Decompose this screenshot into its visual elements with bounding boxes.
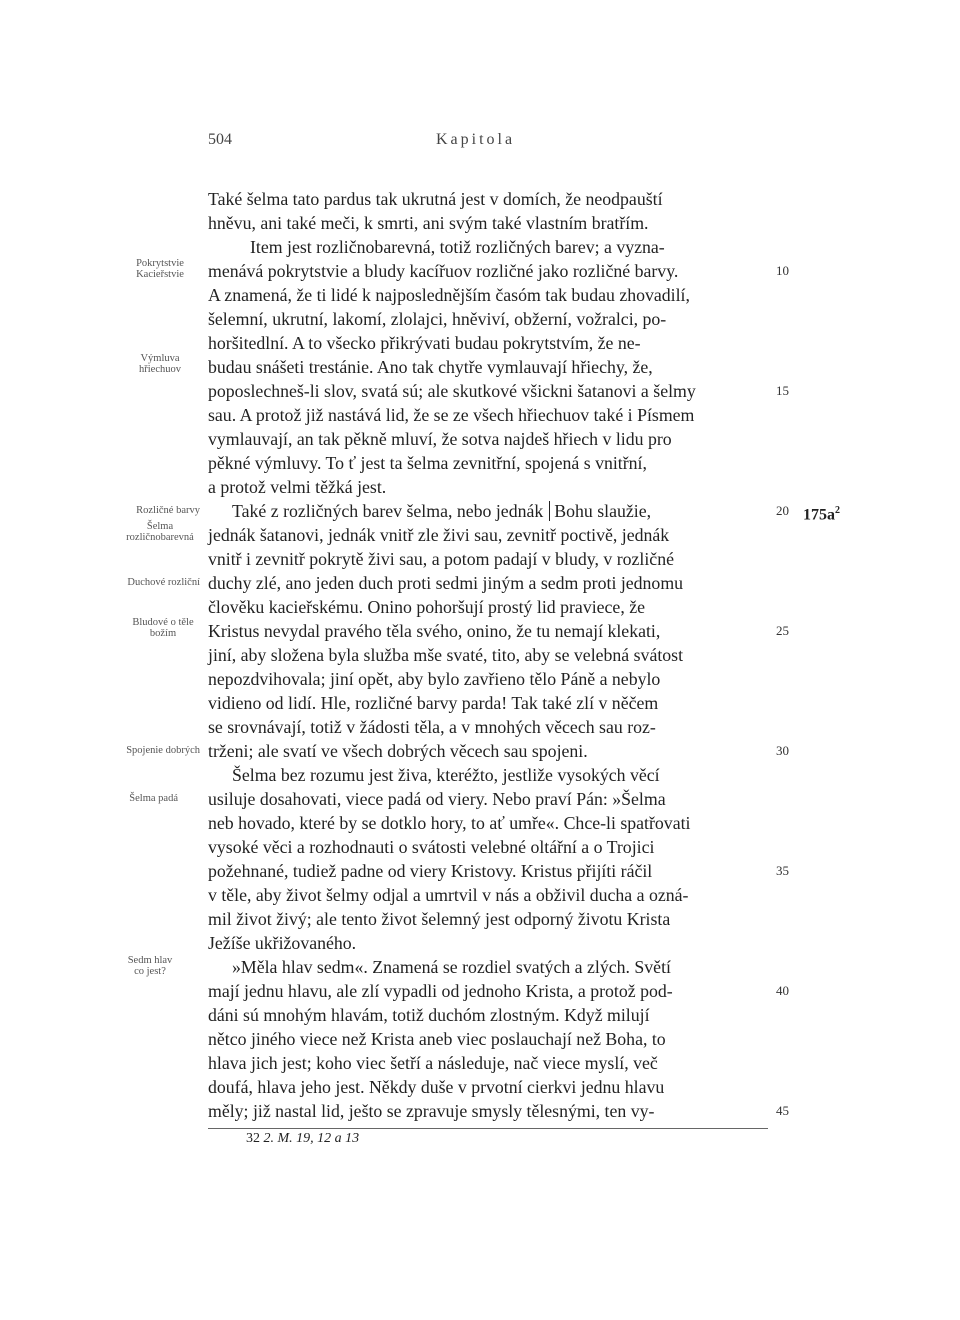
text-line: požehnané, tudiež padne od viery Kristovy. Kristus přijíti ráčil xyxy=(208,861,653,881)
footnote xyxy=(246,1130,359,1148)
text-line: vymlauvají, an tak pěkně mluví, že sotva najdeš hřiech v lidu pro xyxy=(208,429,672,449)
text-line: jiní, aby složena byla služba mše svaté, tito, aby se velebná svátost xyxy=(208,645,684,665)
line-number: 20 xyxy=(776,503,789,518)
text-line: nepozdvihovala; jiní opět, aby bylo zavřieno tělo Páně a nebylo xyxy=(208,669,661,689)
text-line: horšitedlní. A to všecko přikrývati budau pokrytstvím, že ne- xyxy=(208,333,641,353)
margin-note: Spojenie dobrých xyxy=(126,745,200,756)
page-number: 504 xyxy=(208,131,232,148)
text-line: sau. A protož již nastává lid, že se ze všech hřiechuov také i Písmem xyxy=(208,405,695,425)
text-line: měly; již nastal lid, ješto se zpravuje smysly tělesnými, ten vy- xyxy=(208,1101,655,1121)
margin-note: Výmluva hřiechuov xyxy=(139,353,181,375)
text-line: neb hovado, které by se dotklo hory, to ať umře«. Chce-li spatřovati xyxy=(208,813,691,833)
margin-note: Pokrytstvie Kacieřstvie xyxy=(136,258,184,280)
margin-note: Rozličné barvy xyxy=(136,505,200,516)
line-number: 25 xyxy=(776,623,789,638)
text-line: duchy zlé, ano jeden duch proti sedmi jiným a sedm proti jednomu xyxy=(208,573,684,593)
text-line: Také šelma tato pardus tak ukrutná jest v domích, že neodpauští xyxy=(208,189,663,209)
folio-marker xyxy=(803,501,840,525)
text-line: vysoké věci a rozhodnauti o svátosti velebné oltářní a o Trojici xyxy=(208,837,655,857)
text-line: a protož velmi těžká jest. xyxy=(208,477,387,497)
footnote-reference: 2. M. 19, 12 a 13 xyxy=(263,1131,360,1146)
text-line: doufá, hlava jeho jest. Někdy duše v prvotní cierkvi jednu hlavu xyxy=(208,1077,665,1097)
running-title: Kapitola xyxy=(436,131,516,148)
text-line: Šelma bez rozumu jest živa, kteréžto, jestliže vysokých věcí xyxy=(232,765,660,785)
text-line: hlava jich jest; koho viec šetří a následuje, nač viece myslí, več xyxy=(208,1053,658,1073)
text-line: vnitř i zevnitř pokrytě živi sau, a potom padají v bludy, v rozličné xyxy=(208,549,674,569)
text-line: Item jest rozličnobarevná, totiž rozličných barev; a vyzna- xyxy=(250,237,665,257)
text-line: Kristus nevydal pravého těla svého, onino, že tu nemají klekati, xyxy=(208,621,661,641)
line-number: 45 xyxy=(776,1103,789,1118)
text-line: vidieno od lidí. Hle, rozličné barvy parda! Tak také zlí v něčem xyxy=(208,693,659,713)
text-line: budau snášeti trestánie. Ano tak chytře vymlauvají hřiechy, že, xyxy=(208,357,653,377)
text-line: Ježíše ukřižovaného. xyxy=(208,933,357,953)
folio-number: 175a xyxy=(803,506,835,524)
text-line: mil život živý; ale tento život šelemný jest odporný životu Krista xyxy=(208,909,671,929)
text-line: menává pokrytstvie a bludy kacířuov rozličné jako rozličné barvy. xyxy=(208,261,679,281)
text-line: se srovnávají, totiž v žádosti těla, a v mnohých věcech sau roz- xyxy=(208,717,656,737)
text-segment: Také z rozličných barev šelma, nebo jednák xyxy=(232,501,544,521)
text-line: trženi; ale svatí ve všech dobrých věcech sau spojeni. xyxy=(208,741,588,761)
margin-note: Duchové rozliční xyxy=(127,577,200,588)
text-line: nětco jiného viece než Krista aneb viec poslauchají než Boha, to xyxy=(208,1029,666,1049)
margin-note: Bludové o těle božím xyxy=(132,617,194,639)
text-line: jednák šatanovi, jednák vnitř zle živi sau, zevnitř poctivě, jednák xyxy=(208,525,670,545)
line-number: 35 xyxy=(776,863,789,878)
text-line xyxy=(232,501,651,521)
folio-break-mark xyxy=(549,501,550,521)
folio-superscript: 2 xyxy=(835,505,840,516)
text-segment: Bohu slaužie, xyxy=(554,501,652,521)
margin-note: Sedm hlav co jest? xyxy=(127,955,173,977)
text-line: usiluje dosahovati, viece padá od viery. Nebo praví Pán: »Šelma xyxy=(208,789,666,809)
text-line: poposlechneš-li slov, svatá sú; ale skutkové všickni šatanovi a šelmy xyxy=(208,381,696,401)
text-line: »Měla hlav sedm«. Znamená se rozdiel svatých a zlých. Světí xyxy=(232,957,671,977)
line-number: 10 xyxy=(776,263,789,278)
text-line: šelemní, ukrutní, lakomí, zlolajci, hněviví, obžerní, vožralci, po- xyxy=(208,309,667,329)
text-line: A znamená, že ti lidé k najposlednějším časóm tak budau zhovadilí, xyxy=(208,285,690,305)
margin-note: Šelma rozličnobarevná xyxy=(126,521,194,543)
text-line: pěkné výmluvy. To ť jest ta šelma zevnitřní, spojená s vnitřní, xyxy=(208,453,647,473)
margin-note: Šelma padá xyxy=(129,793,178,804)
text-line: dáni sú mnohým hlavám, totiž duchóm zlostným. Když milují xyxy=(208,1005,650,1025)
text-line: hněvu, ani také meči, k smrti, ani svým také vlastním bratřím. xyxy=(208,213,649,233)
line-number: 30 xyxy=(776,743,789,758)
text-line: člověku kacieřskému. Onino pohoršují prostý lid praviece, že xyxy=(208,597,645,617)
footnote-number: 32 xyxy=(246,1131,260,1146)
line-number: 40 xyxy=(776,983,789,998)
footnote-rule xyxy=(208,1128,768,1129)
text-line: mají jednu hlavu, ale zlí vypadli od jednoho Krista, a protož pod- xyxy=(208,981,673,1001)
line-number: 15 xyxy=(776,383,789,398)
text-line: v těle, aby život šelmy odjal a umrtvil v nás a obživil ducha a ozná- xyxy=(208,885,689,905)
